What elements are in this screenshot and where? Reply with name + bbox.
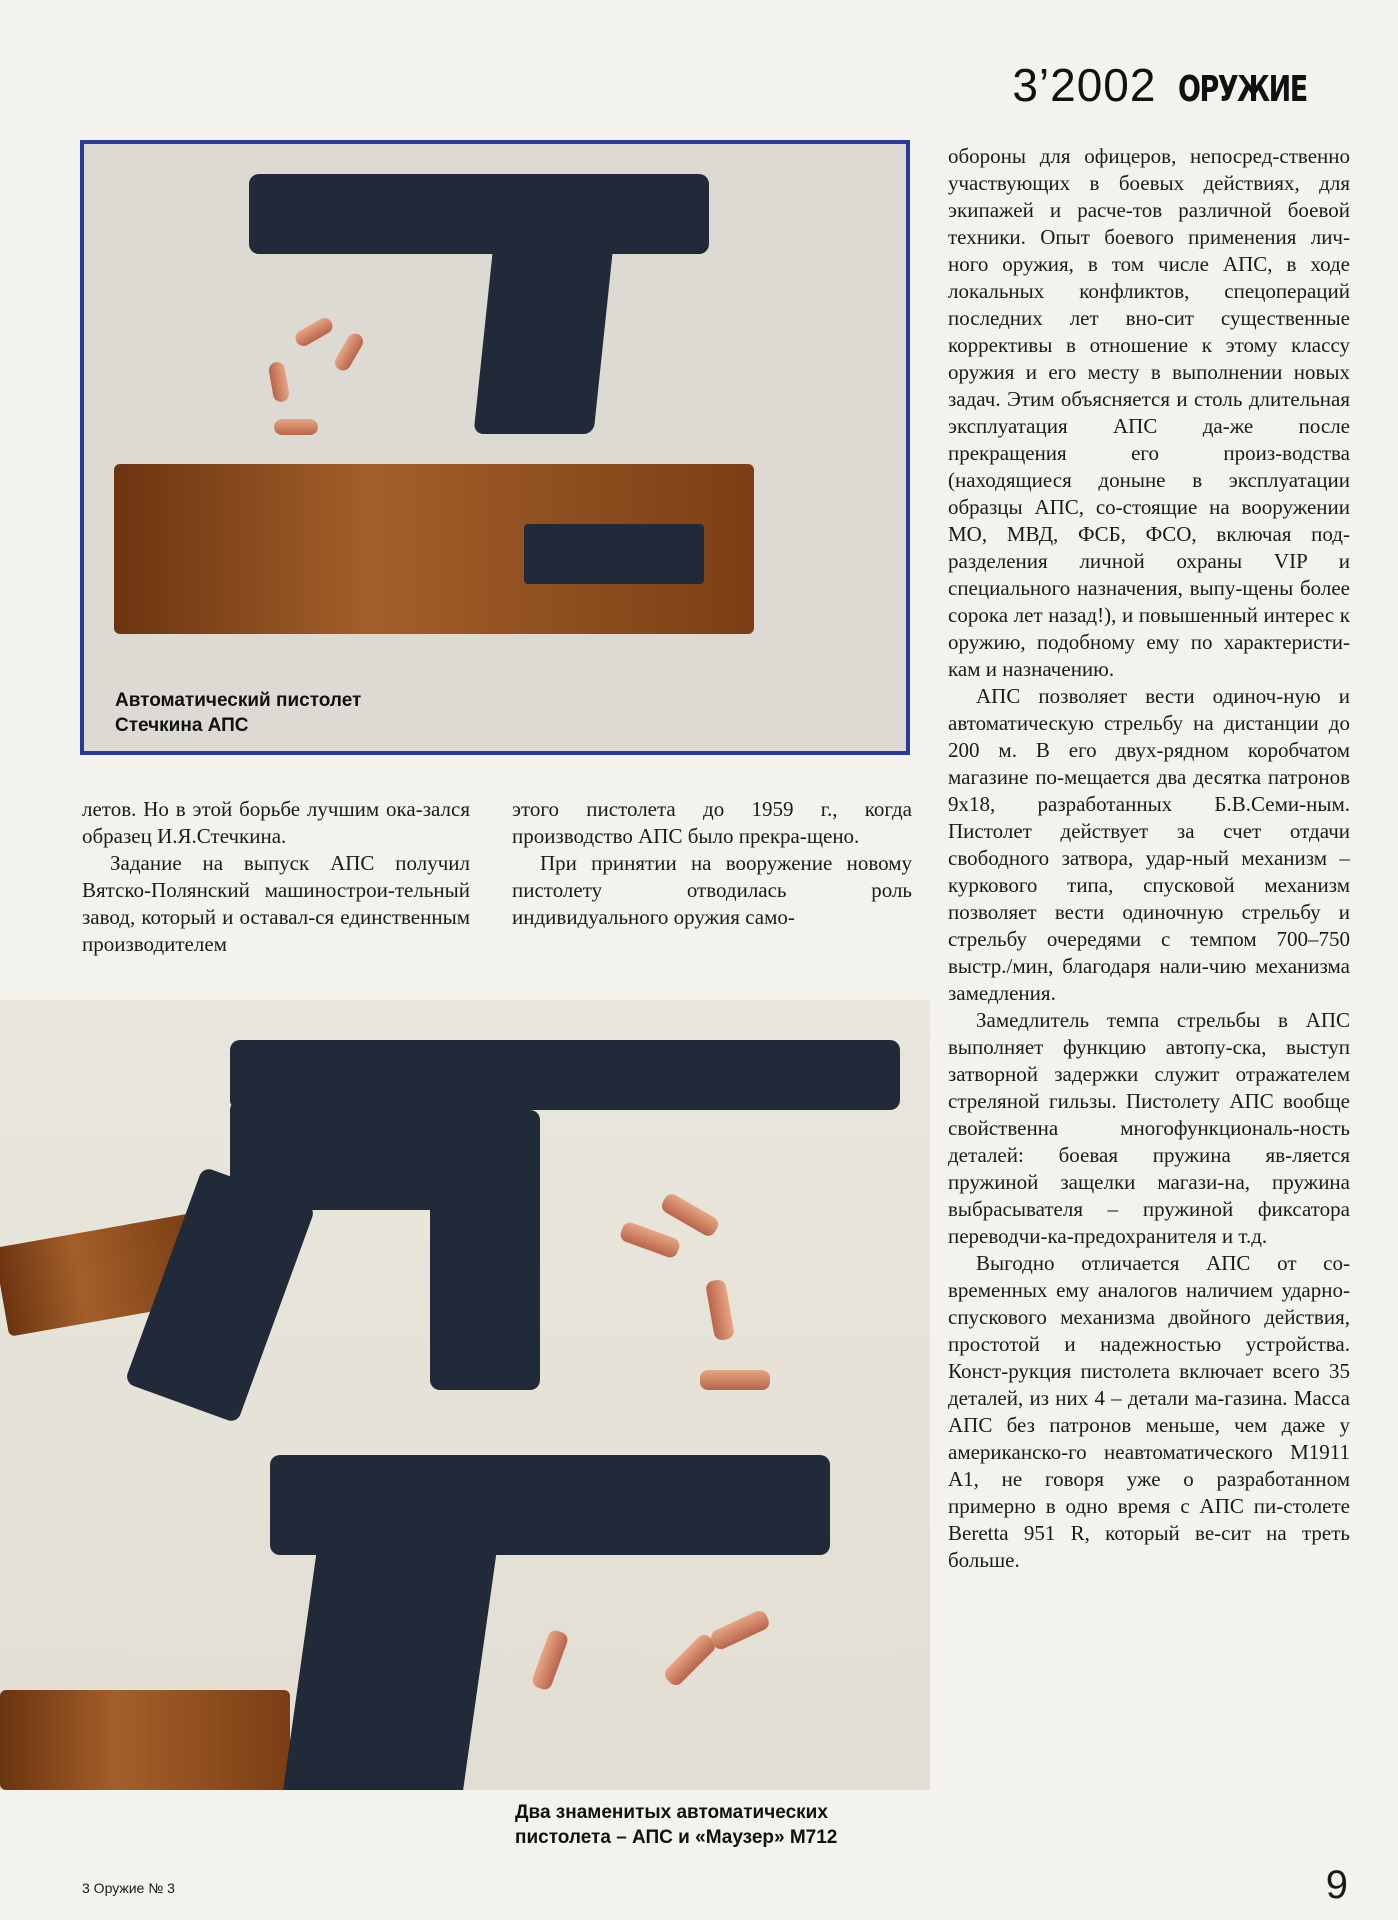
aps-grip-shape [473,234,614,434]
paragraph: обороны для офицеров, непосред-ственно участвующих в боевых действиях, для экипажей и расче-тов различной боевой техники. Опыт боевого применения лич-ного оружия, в том числе АПС, в ходе локальных конфликтов, спецопераций последних лет вно-сит существенные коррективы в отношение к этому классу оружия и его месту в выполнении новых задач. Этим объясняется и столь длительная эксплуатация АПС да-же после прекращения его произ-водства (находящиеся доныне в эксплуатации образцы АПС, со-стоящие на вооружении МО, МВД, ФСБ, ФСО, включая под-разделения личной охраны VIP и специального назначения, выпу-щены более сорока лет назад!), и повышенный интерес к оружию, подобному ему по характеристи-кам и назначению. [948,144,1350,681]
cartridge [700,1370,770,1390]
paragraph: Задание на выпуск АПС получил Вятско-Полянский машинострои-тельный завод, который и оставал-ся единственным производителем [82,851,470,956]
page-number: 9 [1325,1863,1348,1907]
cartridge [293,315,336,349]
magazine-logo: ОРУЖИЕ [1178,69,1308,110]
cartridge [659,1191,721,1238]
aps-pistol-shape [249,174,709,254]
stock-fitting-shape [524,524,704,584]
column-middle [512,796,912,931]
paragraph: Выгодно отличается АПС от со-временных ему аналогов наличием ударно-спускового механизма двойного действия, простотой и надежностью устройства. Конст-рукция пистолета включает всего 35 деталей, из них 4 – детали ма-газина. Масса АПС без патронов меньше, чем даже у американско-го неавтоматического М1911 А1, не говоря уже о разработанном примерно в одно время с АПС пи-столете Beretta 951 R, который ве-сит на треть больше. [948,1251,1350,1572]
caption-bottom: Два знаменитых автоматических пистолета – АПС и «Маузер» М712 [515,1802,838,1848]
column-right [948,143,1350,1574]
photo-two-pistols [0,1000,930,1790]
column-left [82,796,470,958]
footer-note: 3 Оружие № 3 [82,1880,175,1896]
cartridge [709,1608,772,1651]
paragraph: АПС позволяет вести одиноч-ную и автоматическую стрельбу на дистанции до 200 м. В его двух-рядном коробчатом магазине по-мещается два десятка патронов 9х18, разработанных Б.В.Семи-ным. Пистолет действует за счет отдачи свободного затвора, удар-ный механизм – куркового типа, спусковой механизм позволяет вести одиночную стрельбу и стрельбу очередями с темпом 700–750 выстр./мин, благодаря нали-чию механизма замедления. [948,684,1350,1005]
cartridge [332,331,366,374]
aps-stock-shape [0,1690,290,1790]
cartridge [662,1632,719,1689]
paragraph: этого пистолета до 1959 г., когда производство АПС было прекра-щено. [512,797,912,848]
caption-top: Автоматический пистолет Стечкина АПС [115,690,362,736]
paragraph: При принятии на вооружение новому пистолету отводилась роль индивидуального оружия само- [512,851,912,929]
cartridge [274,419,318,435]
page-header [1012,58,1350,112]
photo-aps-pistol [80,140,910,755]
cartridge [530,1628,569,1691]
mauser-magazine-shape [430,1110,540,1390]
aps-grip-shape-2 [282,1540,499,1790]
cartridge [618,1220,681,1259]
cartridge [268,361,291,403]
issue-number: 3’2002 [1012,59,1157,111]
cartridge [705,1279,735,1342]
paragraph: Замедлитель темпа стрельбы в АПС выполняет функцию автопу-ска, выступ затворной задержки служит отражателем стреляной гильзы. Пистолету АПС вообще свойственна многофункциональ-ность деталей: боевая пружина яв-ляется пружиной защелки магази-на, пружина выбрасывателя – пружиной фиксатора переводчи-ка-предохранителя и т.д. [948,1008,1350,1248]
paragraph: летов. Но в этой борьбе лучшим ока-зался образец И.Я.Стечкина. [82,797,470,848]
